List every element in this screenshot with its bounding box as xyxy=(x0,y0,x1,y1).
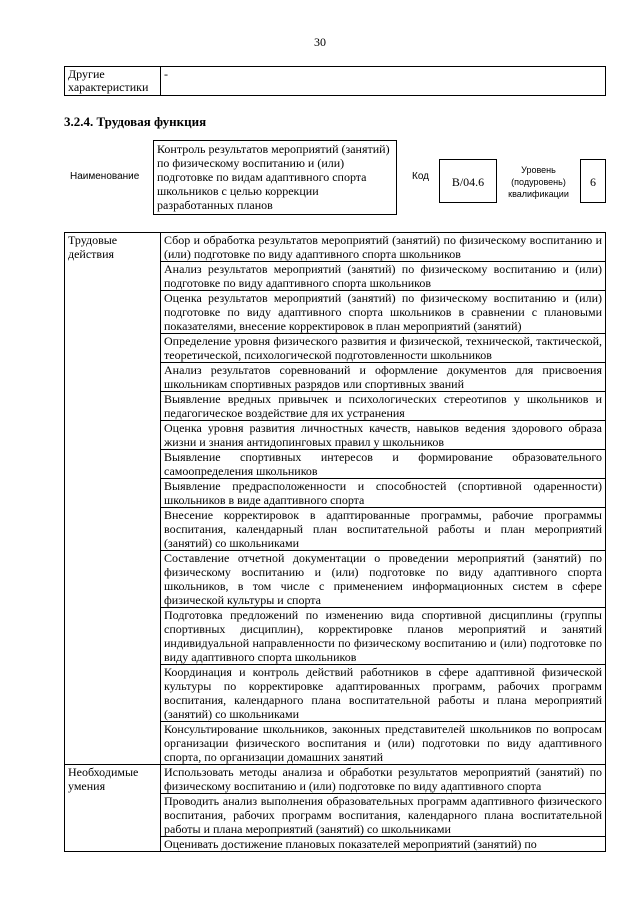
function-name: Контроль результатов мероприятий (занятий) по физическому воспитанию и (или) подготовке по видам адаптивного спорта школьников с целью коррекции разработанных планов xyxy=(153,140,397,215)
required-skills-item: Использовать методы анализа и обработки результатов мероприятий (занятий) по физическому воспитанию и (или) подготовке по виду адаптивного спорта xyxy=(161,765,606,794)
labor-actions-item: Анализ результатов мероприятий (занятий) по физическому воспитанию и (или) подготовке по виду адаптивного спорта школьников xyxy=(161,262,606,291)
section-heading: 3.2.4. Трудовая функция xyxy=(64,114,207,129)
labor-actions-item: Координация и контроль действий работников в сфере адаптивной физической культуры по корректировке адаптированных программ, рабочих программ воспитания, календарного плана воспитательной работы и плана мероприятий (занятий) со школьниками xyxy=(161,665,606,722)
required-skills-item: Оценивать достижение плановых показателей мероприятий (занятий) по xyxy=(161,837,606,852)
code-label: Код xyxy=(412,171,430,182)
labor-actions-item: Определение уровня физического развития и физической, технической, тактической, теоретической, психологической подготовленности школьников xyxy=(161,334,606,363)
other-characteristics-table xyxy=(64,66,606,96)
labor-actions-item: Консультирование школьников, законных представителей школьников по вопросам организации физического воспитания и (или) подготовки по виду адаптивного спорта, по организации домашних занятий xyxy=(161,722,606,765)
labor-actions-item: Выявление спортивных интересов и формирование образовательного самоопределения школьников xyxy=(161,450,606,479)
labor-actions-item: Выявление предрасположенности и способностей (спортивной одаренности) школьников в виде адаптивного спорта xyxy=(161,479,606,508)
table-row xyxy=(65,765,606,794)
table-row xyxy=(65,233,606,262)
labor-actions-label: Трудовые действия xyxy=(65,233,161,765)
other-characteristics-label: Другие характеристики xyxy=(65,67,161,96)
labor-actions-item: Подготовка предложений по изменению вида спортивной дисциплины (группы спортивных дисциплин), корректировке планов мероприятий и занятий индивидуальной направленности по физическому воспитанию и (или) подготовке по виду адаптивного спорта школьников xyxy=(161,608,606,665)
page-number: 30 xyxy=(314,35,326,49)
labor-actions-item: Оценка уровня развития личностных качеств, навыков ведения здорового образа жизни и знания антидопинговых правил у школьников xyxy=(161,421,606,450)
qualification-level-label: Уровень (подуровень) квалификации xyxy=(508,165,569,199)
labor-actions-item: Оценка результатов мероприятий (занятий) по физическому воспитанию и (или) подготовке по виду адаптивного спорта школьников в сравнении с плановыми показателями, внесение корректировок в план мероприятий (занятий) xyxy=(161,291,606,334)
labor-function-table xyxy=(64,232,606,852)
labor-actions-item: Внесение корректировок в адаптированные программы, рабочие программы воспитания, календарный план воспитательной работы и план мероприятий (занятий) со школьниками xyxy=(161,508,606,551)
required-skills-item: Проводить анализ выполнения образовательных программ адаптивного физического воспитания, рабочих программ воспитания, календарного плана воспитательной работы и плана мероприятий (занятий) со школьниками xyxy=(161,794,606,837)
code-value: B/04.6 xyxy=(439,159,497,203)
labor-actions-item: Составление отчетной документации о проведении мероприятий (занятий) по физическому воспитанию и (или) подготовке по виду адаптивного спорта школьников, в том числе с применением информационных систем в сфере физической культуры и спорта xyxy=(161,551,606,608)
labor-actions-item: Анализ результатов соревнований и оформление документов для присвоения школьникам спортивных разрядов или спортивных званий xyxy=(161,363,606,392)
labor-actions-item: Выявление вредных привычек и психологических стереотипов у школьников и педагогическое воздействие для их устранения xyxy=(161,392,606,421)
function-name-label: Наименование xyxy=(70,171,140,182)
other-characteristics-value: - xyxy=(161,67,606,96)
qualification-level-value: 6 xyxy=(580,159,606,203)
labor-actions-item: Сбор и обработка результатов мероприятий (занятий) по физическому воспитанию и (или) подготовке по виду адаптивного спорта школьников xyxy=(161,233,606,262)
required-skills-label: Необходимые умения xyxy=(65,765,161,852)
table-row xyxy=(65,67,606,96)
